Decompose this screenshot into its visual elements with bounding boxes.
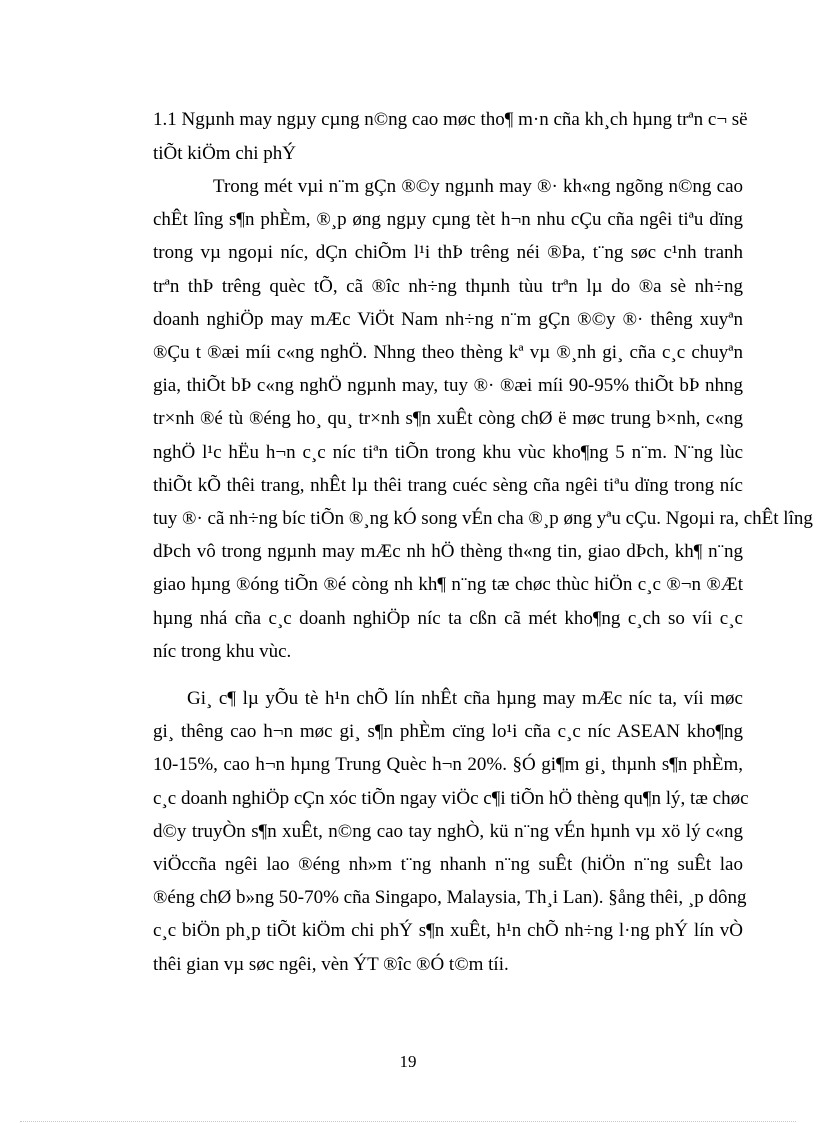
body-paragraph-1 — [153, 170, 813, 668]
paragraph-line: hµng nhá cña c¸c doanh nghiÖp níc ta cßn cã mét kho¶ng c¸ch so víi c¸c — [153, 607, 743, 629]
paragraph-line: d©y truyÒn s¶n xuÊt, n©ng cao tay nghÒ, kü n¨ng vÉn hµnh vµ xö lý c«ng — [153, 820, 743, 842]
body-paragraph-2 — [153, 682, 749, 981]
paragraph-line: gi¸ thêng cao h¬n møc gi¸ s¶n phÈm cïng lo¹i cña c¸c níc ASEAN kho¶ng — [153, 721, 743, 743]
paragraph-line: ®Çu t ®æi míi c«ng nghÖ. Nhng theo thèng kª vµ ®¸nh gi¸ cña c¸c chuyªn — [153, 342, 743, 364]
paragraph-line: thiÕt kÕ thêi trang, nhÊt lµ thêi trang cuéc sèng cña ngêi tiªu dïng trong níc — [153, 474, 743, 496]
paragraph-line: 10-15%, cao h¬n hµng Trung Quèc h¬n 20%. §Ó gi¶m gi¸ thµnh s¶n phÈm, — [153, 754, 743, 776]
paragraph-line: trªn thÞ trêng quèc tÕ, cã ®îc nh÷ng thµnh tùu trªn lµ do ®a sè nh÷ng — [153, 275, 743, 297]
paragraph-line: tr×nh ®é tù ®éng ho¸ qu¸ tr×nh s¶n xuÊt còng chØ ë møc trung b×nh, c«ng — [153, 408, 743, 430]
paragraph-line: tuy ®· cã nh÷ng bíc tiÕn ®¸ng kÓ song vÉn cha ®¸p øng yªu cÇu. Ngoµi ra, chÊt lîng — [153, 508, 813, 530]
paragraph-line: Trong mét vµi n¨m gÇn ®©y ngµnh may ®· kh«ng ngõng n©ng cao — [213, 176, 743, 197]
paragraph-line: trong vµ ngoµi níc, dÇn chiÕm l¹i thÞ trêng néi ®Þa, t¨ng søc c¹nh tranh — [153, 242, 743, 264]
paragraph-line: c¸c biÖn ph¸p tiÕt kiÖm chi phÝ s¶n xuÊt, h¹n chÕ nh÷ng l·ng phÝ lín vÒ — [153, 920, 743, 942]
paragraph-line: giao hµng ®óng tiÕn ®é còng nh kh¶ n¨ng tæ chøc thùc hiÖn c¸c ®¬n ®Æt — [153, 574, 743, 596]
paragraph-line: chÊt lîng s¶n phÈm, ®¸p øng ngµy cµng tèt h¬n nhu cÇu cña ngêi tiªu dïng — [153, 209, 743, 231]
page-number: 19 — [399, 1052, 417, 1071]
paragraph-line: Gi¸ c¶ lµ yÕu tè h¹n chÕ lín nhÊt cña hµng may mÆc níc ta, víi møc — [187, 688, 743, 709]
heading-line: 1.1 Ngµnh may ngµy cµng n©ng cao møc tho¶ m·n cña kh¸ch hµng trªn c¬ së — [153, 109, 748, 130]
paragraph-line: dÞch vô trong ngµnh may mÆc nh hÖ thèng th«ng tin, giao dÞch, kh¶ n¨ng — [153, 541, 743, 563]
section-heading — [153, 103, 753, 170]
paragraph-line: gia, thiÕt bÞ c«ng nghÖ ngµnh may, tuy ®· ®æi míi 90-95% thiÕt bÞ nhng — [153, 375, 743, 397]
paragraph-line: ®éng chØ b»ng 50-70% cña Singapo, Malaysia, Th¸i Lan). §ång thêi, ¸p dông — [153, 887, 747, 909]
paragraph-line: viÖccña ngêi lao ®éng nh»m t¨ng nhanh n¨ng suÊt (hiÖn n¨ng suÊt lao — [153, 854, 743, 876]
heading-line: tiÕt kiÖm chi phÝ — [153, 142, 297, 164]
page-bottom-rule — [20, 1121, 796, 1122]
paragraph-line: thêi gian vµ søc ngêi, vèn ÝT ®îc ®Ó t©m tíi. — [153, 953, 509, 975]
paragraph-line: níc trong khu vùc. — [153, 640, 292, 662]
paragraph-line: doanh nghiÖp may mÆc ViÖt Nam nh÷ng n¨m gÇn ®©y ®· thêng xuyªn — [153, 308, 743, 330]
paragraph-line: c¸c doanh nghiÖp cÇn xóc tiÕn ngay viÖc c¶i tiÕn hÖ thèng qu¶n lý, tæ chøc — [153, 787, 749, 809]
paragraph-line: nghÖ l¹c hËu h¬n c¸c níc tiªn tiÕn trong khu vùc kho¶ng 5 n¨m. N¨ng lùc — [153, 441, 743, 463]
